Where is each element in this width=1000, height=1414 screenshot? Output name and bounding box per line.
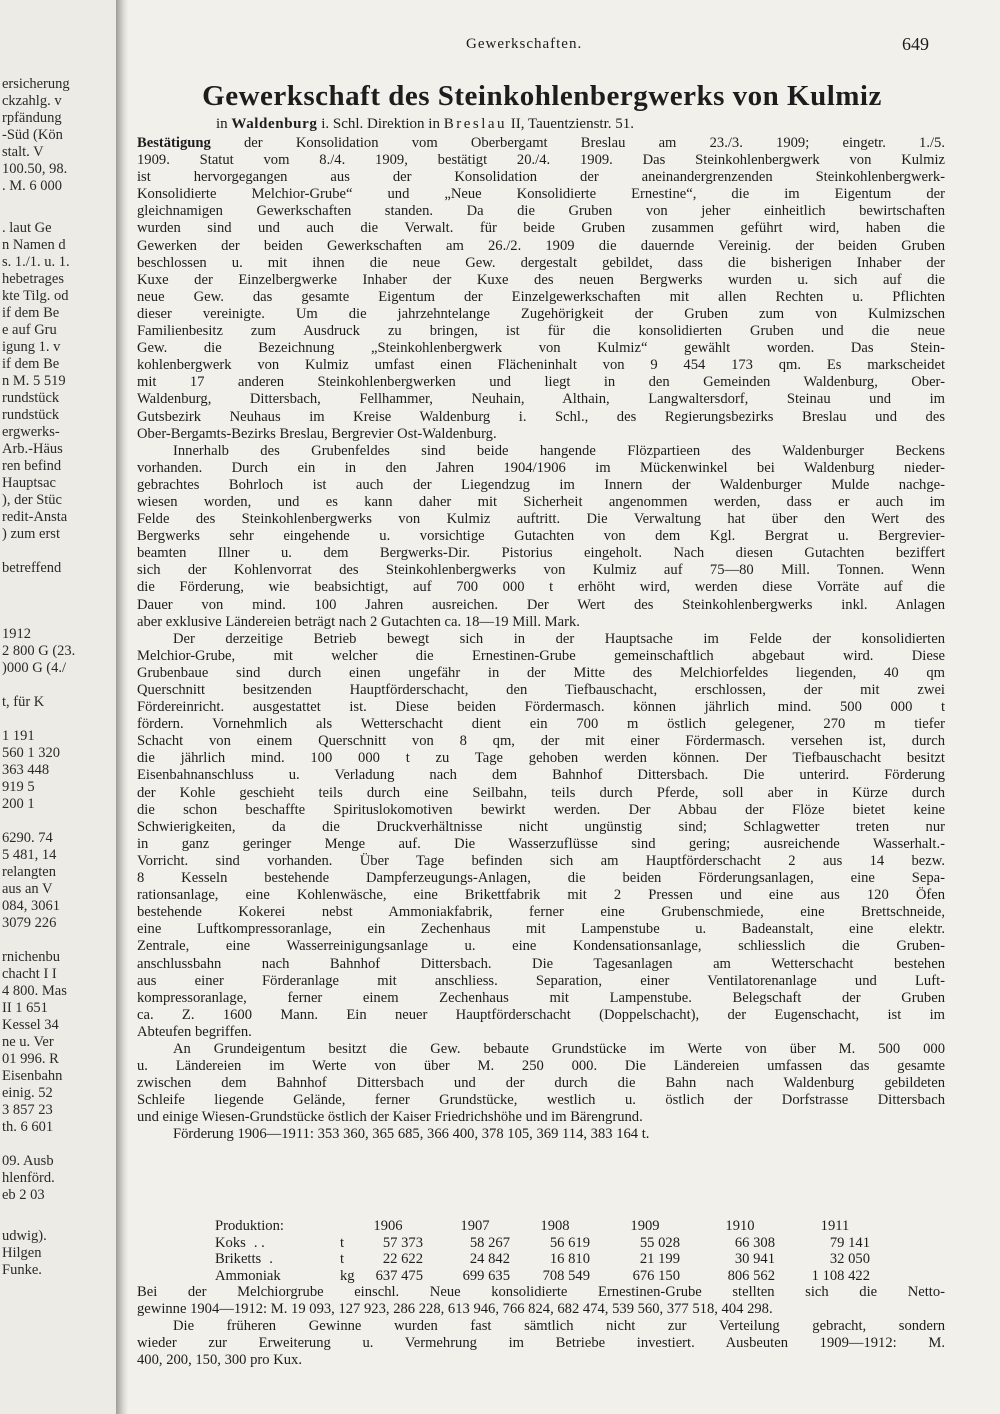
- facing-page-line: 200 1: [2, 796, 35, 812]
- text-line: [137, 203, 945, 220]
- profit-paragraph: [137, 1284, 945, 1369]
- text-line: [137, 562, 945, 579]
- line-text: Schacht von einem Querschnitt von 8 qm, der mit einer Fördermasch. versehen ist, durch: [137, 733, 945, 750]
- table-cell: 32 050: [829, 1251, 870, 1268]
- line-text: Abteufen begriffen.: [137, 1023, 252, 1040]
- facing-page-line: ergwerks-: [2, 424, 60, 440]
- line-text: Gutsbezirk Neuhaus im Kreise Waldenburg i. Schl., des Regierungsbezirks Breslau und des: [137, 408, 945, 425]
- text-line: [137, 460, 945, 477]
- line-text: anschlussbahn nach Bahnhof Dittersbach. Die Tagesanlagen am Wetterschacht bestehen: [137, 955, 945, 972]
- facing-page-fragment: [0, 0, 122, 1414]
- facing-page-line: 01 996. R: [2, 1051, 59, 1067]
- company-address-line: [216, 116, 634, 133]
- line-text: die Förderung, wie beabsichtigt, auf 700 000 t erhöht wird, werden diese Vorräte auf die: [137, 579, 945, 596]
- line-text: gebrachtes Bohrloch ist auch der Liegendzug im Innern der Waldenburger Mulde nachge-: [137, 476, 945, 493]
- line-text: neue Gew. das gesamte Eigentum der Einzelgewerkschaften mit allen Rechten u. Pflichten: [137, 288, 945, 305]
- text-line: [137, 853, 945, 870]
- line-text: Kuxe der Einzelbergwerke Inhaber der Kuxe des neuen Bergwerks wurden u. sich auf die: [137, 271, 945, 288]
- line-text: fördern. Vornehmlich als Wetterschacht dient ein 700 m östlich gelegener, 270 m tiefer: [137, 716, 945, 733]
- line-text: die schon beschaffte Spirituslokomotiven bewirkt werden. Der Abbau der Flöze bietet keine: [137, 801, 945, 818]
- line-text: beamten Illner u. dem Bergwerks-Dir. Pistorius eingeholt. Nach diesen Gutachten beziffert: [137, 545, 945, 562]
- table-cell: 16 810: [549, 1251, 590, 1268]
- text-line: [137, 802, 945, 819]
- facing-page-line: betreffend: [2, 560, 62, 576]
- facing-page-line: Kessel 34: [2, 1017, 59, 1033]
- facing-page-line: 4 800. Mas: [2, 983, 67, 999]
- line-text: u. Ländereien im Werte von über M. 250 000. Die Ländereien umfassen das gesamte: [137, 1058, 945, 1075]
- text-line: [137, 1301, 945, 1318]
- table-cell: 55 028: [639, 1234, 680, 1251]
- row-label-name: Koks: [215, 1234, 246, 1251]
- table-cell: 21 199: [639, 1251, 680, 1268]
- facing-page-line: relangten: [2, 864, 56, 880]
- facing-page-line: kte Tilg. od: [2, 288, 69, 304]
- table-cell: 1 108 422: [811, 1267, 870, 1284]
- sub-mid: i. Schl. Direktion in: [317, 116, 444, 132]
- facing-page-line: aus an V: [2, 881, 53, 897]
- text-line: [137, 272, 945, 289]
- line-text: kompressoranlage, ferner einem Zechenhaus mit Lampenstube. Belegschaft der Gruben: [137, 989, 945, 1006]
- text-line: [137, 409, 945, 426]
- text-line: [137, 306, 945, 323]
- line-text: wurden sind und auch die Verwalt. für beide Gruben zusammen geführt wird, haben die: [137, 220, 945, 237]
- line-text: eine Luftkompressoranlage, ein Zechenhaus mit Lampenstube u. Badeanstalt, eine elektr.: [137, 921, 945, 938]
- text-line: [137, 990, 945, 1007]
- text-line: [137, 135, 945, 152]
- sub-pre: in: [216, 116, 232, 132]
- text-line: [137, 870, 945, 887]
- line-text: gewinne 1904—1912: M. 19 093, 127 923, 286 228, 613 946, 766 824, 682 474, 539 560, 377 518, 404 298.: [137, 1301, 773, 1318]
- text-line: [137, 682, 945, 699]
- text-line: [137, 511, 945, 528]
- facing-page-line: ckzahlg. v: [2, 93, 62, 109]
- line-text: aus einer Förderanlage mit anschliess. Separation, einer Ventilatorenanlage und Luft-: [137, 972, 945, 989]
- table-year-header: 1908: [540, 1218, 570, 1234]
- facing-page-line: 100.50, 98.: [2, 161, 68, 177]
- facing-page-line: e auf Gru: [2, 322, 57, 338]
- row-unit: t: [340, 1251, 345, 1268]
- table-year-header: 1911: [820, 1218, 850, 1234]
- facing-page-line: )000 G (4./: [2, 660, 67, 676]
- facing-page-line: Funke.: [2, 1262, 42, 1278]
- article-heading: Gewerkschaft des Steinkohlenbergwerks von Kulmiz: [202, 80, 882, 112]
- text-line: [137, 699, 945, 716]
- table-row: [215, 1268, 915, 1285]
- text-line: [137, 1041, 945, 1058]
- table-cell: 58 267: [469, 1234, 510, 1251]
- facing-page-line: ne u. Ver: [2, 1034, 54, 1050]
- text-line: [137, 1318, 945, 1335]
- line-text: Förderung 1906—1911: 353 360, 365 685, 366 400, 378 105, 369 114, 383 164 t.: [173, 1126, 650, 1143]
- facing-page-line: 3 857 23: [2, 1102, 53, 1118]
- line-text: der Konsolidation vom Oberbergamt Breslau am 23./3. 1909; eingetr. 1./5.: [210, 135, 945, 151]
- line-text: 1909. Statut vom 8./4. 1909, bestätigt 20./4. 1909. Das Steinkohlenbergwerk von Kulmiz: [137, 152, 945, 169]
- line-text: die jährlich mind. 100 000 t zu Tage gehoben werden können. Der Tiefbauschacht besitzt: [137, 750, 945, 767]
- facing-page-line: . M. 6 000: [2, 178, 63, 194]
- facing-page-line: Hilgen: [2, 1245, 42, 1261]
- text-line: [137, 597, 945, 614]
- line-text: Grubenbaue sind durch einen ungefähr in der Mitte des Melchiorfeldes liegenden, 40 qm: [137, 664, 945, 681]
- facing-page-line: 560 1 320: [2, 745, 60, 761]
- line-text: gleichnamigen Gewerkschaften standen. Da die Gruben von jeher einheitlich bewirtschaften: [137, 203, 945, 220]
- text-line: [137, 374, 945, 391]
- table-row: [215, 1235, 915, 1252]
- facing-page-line: einig. 52: [2, 1085, 53, 1101]
- page-number: 649: [902, 34, 929, 54]
- line-text: Gew. die Bezeichnung „Steinkohlenbergwerk von Kulmiz“ gewählt worden. Das Stein-: [137, 340, 945, 357]
- text-line: [137, 733, 945, 750]
- text-line: [137, 545, 945, 562]
- text-line: [137, 1284, 945, 1301]
- text-line: [137, 1335, 945, 1352]
- text-line: [137, 289, 945, 306]
- table-cell: 79 141: [829, 1234, 870, 1251]
- table-cell: 708 549: [542, 1267, 590, 1284]
- line-text: 400, 200, 150, 300 pro Kux.: [137, 1352, 302, 1369]
- row-label: [215, 1235, 265, 1252]
- line-text: Der derzeitige Betrieb bewegt sich in der Hauptsache im Felde der konsolidierten: [173, 630, 945, 647]
- line-text: bestehende Kokerei nebst Ammoniakfabrik, ferner eine Grubenschmiede, eine Brettschneide,: [137, 904, 945, 921]
- text-line: [137, 836, 945, 853]
- line-text: Schwierigkeiten, da die Druckverhältnisse nicht ungünstig sind; Schlagwetter treten nur: [137, 818, 945, 835]
- line-text: wieder zur Erweiterung u. Vermehrung im Betriebe investiert. Ausbeuten 1909—1912: M.: [137, 1335, 945, 1352]
- text-line: [137, 665, 945, 682]
- text-line: [137, 1126, 945, 1143]
- line-text: Ober-Bergamts-Bezirks Breslau, Bergrevier Ost-Waldenburg.: [137, 425, 497, 442]
- text-line: [137, 477, 945, 494]
- table-year-header: 1907: [460, 1218, 490, 1234]
- row-label: [215, 1251, 273, 1268]
- text-line: [137, 819, 945, 836]
- line-text: Bergwerks sehr eingehende u. vorsichtige Gutachten von dem Kgl. Bergrat u. Bergrevier-: [137, 528, 945, 545]
- line-text: Schleife liegende Gelände, ferner Grundstücke, westlich u. östlich der Dorfstrasse Dittersbach: [137, 1092, 945, 1109]
- lead-word: Bestätigung: [137, 135, 211, 151]
- text-line: [137, 340, 945, 357]
- facing-page-line: rundstück: [2, 390, 60, 406]
- facing-page-line: if dem Be: [2, 305, 60, 321]
- text-line: [137, 904, 945, 921]
- line-text: ist hervorgegangen aus der Konsolidation der aneinandergrenzenden Steinkohlenbergwerk-: [137, 169, 945, 186]
- line-text: kohlenbergwerk von Kulmiz umfast einen Flächeninhalt von 9 454 173 qm. Es markscheidet: [137, 357, 945, 374]
- table-header-label: Produktion:: [215, 1218, 284, 1234]
- line-text: Gewerken der beiden Gewerkschaften am 26./2. 1909 die dauernde Vereinig. der beiden Gruben: [137, 237, 945, 254]
- text-line: [137, 887, 945, 904]
- row-label-dots: .: [269, 1251, 273, 1268]
- line-text: beschlossen u. mit ihnen die neue Gew. dergestalt gebildet, dass die bisherigen Inhaber der: [137, 254, 945, 271]
- facing-page-line: . laut Ge: [2, 220, 52, 236]
- facing-page-line: 084, 3061: [2, 898, 60, 914]
- line-text: Vorricht. sind vorhanden. Über Tage befinden sich am Hauptförderschacht 2 aus 14 bezw.: [137, 852, 945, 869]
- text-line: [137, 1092, 945, 1109]
- table-header-row: [215, 1218, 915, 1235]
- line-text: dieser vereinigte. Um die jahrzehntelange Zugehörigkeit der Gruben zum von Kulmizschen: [137, 305, 945, 322]
- facing-page-line: igung 1. v: [2, 339, 61, 355]
- line-text: Bei der Melchiorgrube einschl. Neue konsolidierte Ernestinen-Grube stellten sich die Netto-: [137, 1284, 945, 1300]
- text-line: [137, 186, 945, 203]
- facing-page-line: udwig).: [2, 1228, 47, 1244]
- table-cell: 676 150: [632, 1267, 680, 1284]
- facing-page-line: -Süd (Kön: [2, 127, 63, 143]
- table-cell: 66 308: [734, 1234, 775, 1251]
- line-text: und einige Wiesen-Grundstücke östlich der Kaiser Friedrichshöhe und im Bärengrund.: [137, 1109, 643, 1126]
- facing-page-line: 919 5: [2, 779, 35, 795]
- facing-page-line: 6290. 74: [2, 830, 53, 846]
- facing-page-line: 1912: [2, 626, 31, 642]
- row-unit: kg: [340, 1267, 355, 1284]
- row-label: [215, 1268, 289, 1285]
- facing-page-line: s. 1./1. u. 1.: [2, 254, 70, 270]
- text-line: [137, 579, 945, 596]
- direction-city: Breslau: [443, 116, 508, 132]
- facing-page-line: n Namen d: [2, 237, 66, 253]
- line-text: Felde des Steinkohlenbergwerks von Kulmiz auftritt. Die Verwaltung hat über den Wert des: [137, 511, 945, 528]
- text-line: [137, 357, 945, 374]
- table-cell: 637 475: [375, 1267, 423, 1284]
- line-text: 8 Kesseln bestehende Dampferzeugungs-Anlagen, die beiden Förderungsanlagen, eine Sepa-: [137, 870, 945, 887]
- text-line: [137, 1352, 945, 1369]
- line-text: Waldenburg, Dittersbach, Fellhammer, Neuhain, Althain, Langwaltersdorf, Steinau und im: [137, 391, 945, 408]
- facing-page-line: n M. 5 519: [2, 373, 66, 389]
- text-line: [137, 1007, 945, 1024]
- facing-page-line: rpfändung: [2, 110, 62, 126]
- line-text: rationsanlage, eine Kohlenwäsche, eine Brikettfabrik mit 2 Pressen und eine aus 120 Öfen: [137, 887, 945, 904]
- line-text: Zentrale, eine Wasserreinigungsanlage u. eine Kondensationsanlage, schliesslich die Gruben-: [137, 938, 945, 955]
- facing-page-line: hebetrages: [2, 271, 64, 287]
- production-table: [215, 1218, 915, 1284]
- text-line: [137, 1075, 945, 1092]
- text-line: [137, 1058, 945, 1075]
- line-text: Eisenbahnanschluss u. Verladung nach dem Bahnhof Dittersbach. Die unterird. Förderung: [137, 767, 945, 784]
- text-line: [137, 391, 945, 408]
- running-header: Gewerkschaften.: [466, 36, 583, 52]
- line-text: ca. Z. 1600 Mann. Ein neuer Hauptförderschacht (Doppelschacht), der Eugenschacht, ist im: [137, 1006, 945, 1023]
- text-line: [137, 426, 945, 443]
- facing-page-line: redit-Ansta: [2, 509, 68, 525]
- facing-page-line: th. 6 601: [2, 1119, 54, 1135]
- text-line: [137, 1024, 945, 1041]
- line-text: vorhanden. Durch ein in den Jahren 1904/1906 im Mückenwinkel bei Waldenburg nieder-: [137, 459, 945, 476]
- text-line: [137, 1109, 945, 1126]
- text-line: [137, 973, 945, 990]
- facing-page-line: hlenförd.: [2, 1170, 55, 1186]
- text-line: [137, 938, 945, 955]
- text-line: [137, 152, 945, 169]
- text-line: [137, 614, 945, 631]
- text-line: [137, 528, 945, 545]
- table-row: [215, 1251, 915, 1268]
- line-text: Dauer von mind. 100 Jahren ausreichen. Der Wert des Steinkohlenbergwerks inkl. Anlagen: [137, 596, 945, 613]
- table-year-header: 1909: [630, 1218, 660, 1234]
- text-line: [137, 238, 945, 255]
- table-cell: 30 941: [734, 1251, 775, 1268]
- text-line: [137, 767, 945, 784]
- line-text: Querschnitt besitzenden Hauptförderschacht, den Tiefbauschacht, erschlossen, der mit zwei: [137, 682, 945, 698]
- facing-page-line: if dem Be: [2, 356, 60, 372]
- line-text: wiesen worden, und es kann daher mit Sicherheit angenommen werden, dass er auch im: [137, 493, 945, 510]
- table-year-header: 1910: [725, 1218, 755, 1234]
- line-text: zwischen dem Bahnhof Dittersbach und der durch die Bahn nach Waldenburg gebildeten: [137, 1075, 945, 1092]
- table-year-header: 1906: [373, 1218, 403, 1234]
- facing-page-line: II 1 651: [2, 1000, 48, 1016]
- facing-page-line: eb 2 03: [2, 1187, 45, 1203]
- row-unit: t: [340, 1234, 345, 1251]
- row-label-name: Ammoniak: [215, 1267, 281, 1284]
- location-name: Waldenburg: [231, 116, 318, 132]
- facing-page-line: ren befind: [2, 458, 62, 474]
- line-text: Fördereinricht. ausgestattet ist. Diese beiden Fördermasch. können jährlich mind. 500 000 t: [137, 699, 945, 716]
- facing-page-line: ersicherung: [2, 76, 70, 92]
- article-body: [137, 135, 945, 1144]
- table-cell: 57 373: [382, 1234, 423, 1251]
- table-cell: 56 619: [549, 1234, 590, 1251]
- line-text: An Grundeigentum besitzt die Gew. bebaute Grundstücke im Werte von über M. 500 000: [173, 1040, 945, 1057]
- table-cell: 22 622: [382, 1251, 423, 1268]
- facing-page-line: t, für K: [2, 694, 45, 710]
- line-text: Innerhalb des Grubenfeldes sind beide hangende Flözpartieen des Waldenburger Beckens: [173, 442, 945, 459]
- text-line: [137, 220, 945, 237]
- facing-page-line: 2 800 G (23.: [2, 643, 76, 659]
- facing-page-line: 1 191: [2, 728, 35, 744]
- facing-page-line: chacht I I: [2, 966, 57, 982]
- facing-page-line: ) zum erst: [2, 526, 60, 542]
- facing-page-line: stalt. V: [2, 144, 44, 160]
- line-text: aber exklusive Ländereien beträgt nach 2 Gutachten ca. 18—19 Mill. Mark.: [137, 613, 580, 630]
- facing-page-line: 363 448: [2, 762, 50, 778]
- line-text: sich der Kohlenvorrat des Steinkohlenbergwerks von Kulmiz auf 75—80 Mill. Tonnen. Wenn: [137, 562, 945, 579]
- facing-page-line: Hauptsac: [2, 475, 56, 491]
- text-line: [137, 323, 945, 340]
- facing-page-line: ), der Stüc: [2, 492, 62, 508]
- line-text: Die früheren Gewinne wurden fast sämtlich nicht zur Verteilung gebracht, sondern: [173, 1318, 945, 1335]
- row-label-name: Briketts: [215, 1251, 262, 1268]
- table-cell: 699 635: [462, 1267, 510, 1284]
- facing-page-line: 5 481, 14: [2, 847, 57, 863]
- line-text: Familienbesitz zum Ausdruck zu bringen, ist für die konsolidierten Gruben und die neue: [137, 323, 945, 340]
- text-line: [137, 494, 945, 511]
- text-line: [137, 648, 945, 665]
- facing-page-line: Eisenbahn: [2, 1068, 63, 1084]
- table-cell: 24 842: [469, 1251, 510, 1268]
- text-line: [137, 750, 945, 767]
- sub-post: II, Tauentzienstr. 51.: [507, 116, 635, 132]
- facing-page-line: 3079 226: [2, 915, 57, 931]
- facing-page-line: rundstück: [2, 407, 60, 423]
- text-line: [137, 956, 945, 973]
- text-line: [137, 716, 945, 733]
- table-cell: 806 562: [727, 1267, 775, 1284]
- line-text: Konsolidierte Melchior-Grube“ und „Neue Konsolidierte Ernestine“, die im Eigentum der: [137, 186, 945, 203]
- line-text: mit 17 anderen Steinkohlenbergwerken und liegt in den Gemeinden Waldenburg, Ober-: [137, 374, 945, 391]
- row-label-dots: . .: [253, 1234, 265, 1251]
- text-line: [137, 921, 945, 938]
- facing-page-line: 09. Ausb: [2, 1153, 54, 1169]
- facing-page-line: Arb.-Häus: [2, 441, 63, 457]
- line-text: Melchior-Grube, mit welcher die Ernestinen-Grube gemeinschaftlich abgebaut wird. Diese: [137, 647, 945, 664]
- text-line: [137, 169, 945, 186]
- text-line: [137, 631, 945, 648]
- text-line: [137, 785, 945, 802]
- line-text: der Kohle geschieht teils durch eine Seilbahn, teils durch Pferde, soll aber in Kürze durch: [137, 784, 945, 801]
- facing-page-line: rnichenbu: [2, 949, 60, 965]
- text-line: [137, 255, 945, 272]
- book-gutter: [116, 0, 128, 1414]
- text-line: [137, 443, 945, 460]
- line-text: in ganz geringer Menge auf. Die Wasserzuflüsse sind gering; ausreichende Wasserhalt.-: [137, 835, 945, 852]
